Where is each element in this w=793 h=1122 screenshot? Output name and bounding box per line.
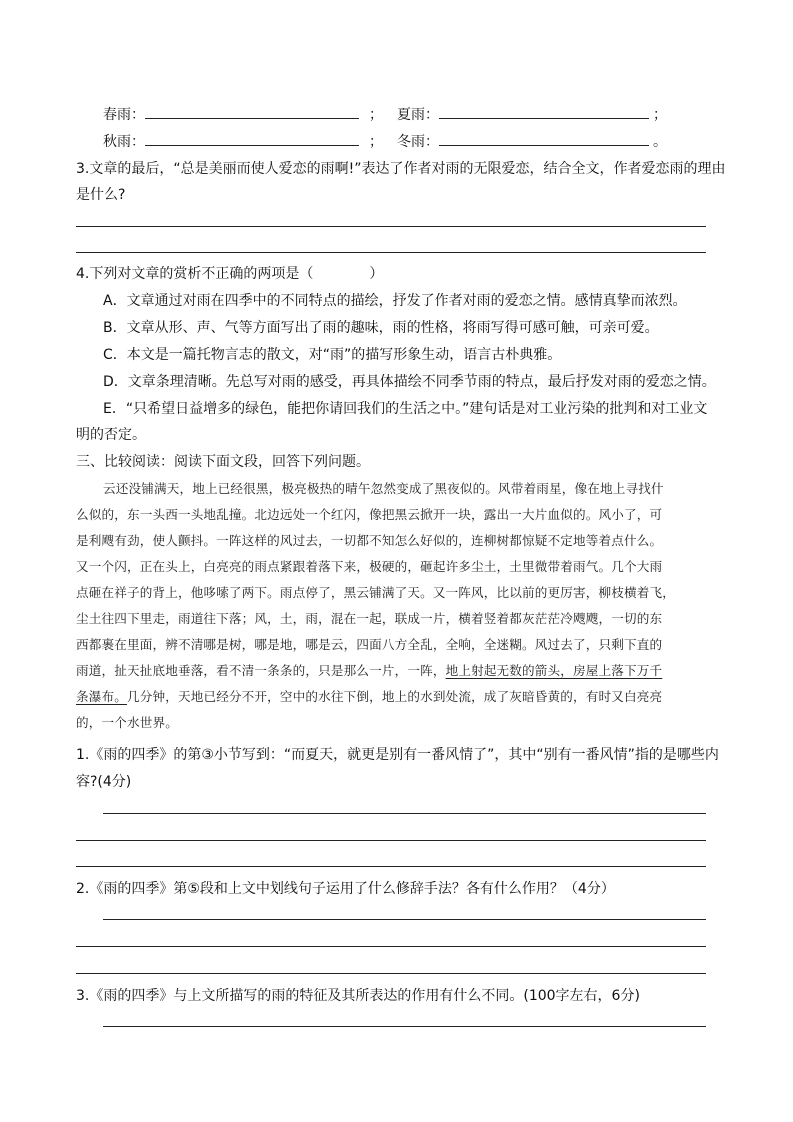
separator: ； — [653, 107, 667, 123]
spring-answer-line[interactable] — [145, 104, 359, 119]
passage-line: 么似的，东一头西一头地乱撞。北边远处一个红闪，像把黑云掀开一块，露出一大片血似的。风小了，可 — [76, 507, 663, 522]
winter-label: 冬雨： — [397, 134, 439, 150]
summer-label: 夏雨： — [397, 107, 439, 123]
passage-line: 尘土往四下里走，雨道往下落；风，土，雨，混在一起，联成一片，横着竖着都灰茫茫冷飕飕，一切的东 — [76, 611, 663, 626]
answer-line[interactable] — [103, 1026, 706, 1027]
sub-question-1-line1: 1.《雨的四季》的第③小节写到：“而夏天，就更是别有一番风情了”，其中“别有一番风情”指的是哪些内 — [76, 747, 719, 763]
passage-text: 雨道，扯天扯底地垂落，看不清一条条的，只是那么一片，一阵， — [76, 663, 446, 678]
sub-question-3: 3.《雨的四季》与上文所描写的雨的特征及其所表达的作用有什么不同。(100字左右，6分) — [76, 988, 640, 1004]
answer-line[interactable] — [76, 866, 706, 867]
sub-question-1-line2: 容?(4分) — [76, 774, 132, 790]
question-3-line2: 是什么? — [76, 187, 126, 203]
option-a: A．文章通过对雨在四季中的不同特点的描绘，抒发了作者对雨的爱恋之情。感情真挚而浓烈。 — [103, 293, 687, 309]
underlined-sentence: 条瀑布。 — [76, 689, 127, 704]
fill-row-winter — [397, 131, 667, 151]
winter-answer-line[interactable] — [439, 131, 649, 146]
passage-line: 的，一个水世界。 — [76, 715, 178, 730]
question-4-stem: 4.下列对文章的赏析不正确的两项是（ ） — [76, 266, 384, 282]
underlined-sentence: 地上射起无数的箭头，房屋上落下万千 — [445, 663, 663, 678]
sub-question-2: 2.《雨的四季》第⑤段和上文中划线句子运用了什么修辞手法？各有什么作用？（4分） — [76, 881, 615, 897]
separator: 。 — [653, 134, 667, 150]
passage-line: 云还没铺满天，地上已经很黑，极亮极热的晴午忽然变成了黑夜似的。风带着雨星，像在地上寻找什 — [103, 481, 664, 496]
passage-text: 几分钟，天地已经分不开，空中的水往下倒，地上的水到处流，成了灰暗昏黄的，有时又白亮亮 — [126, 689, 663, 704]
answer-line[interactable] — [76, 973, 706, 974]
answer-line[interactable] — [76, 226, 706, 227]
passage-line — [76, 660, 662, 679]
spring-label: 春雨： — [103, 107, 145, 123]
passage-line — [76, 686, 662, 705]
question-3-line1: 3.文章的最后，“总是美丽而使人爱恋的雨啊!”表达了作者对雨的无限爱恋，结合全文，作者爱恋雨的理由 — [76, 161, 726, 177]
option-e-line1: E．“只希望日益增多的绿色，能把你请回我们的生活之中。”建句话是对工业污染的批判和对工业文 — [103, 401, 708, 417]
answer-line[interactable] — [76, 840, 706, 841]
autumn-label: 秋雨： — [103, 134, 145, 150]
passage-line: 是利飕有劲，使人颤抖。一阵这样的风过去，一切都不知怎么好似的，连柳树都惊疑不定地等着点什么。 — [76, 533, 663, 548]
summer-answer-line[interactable] — [439, 104, 649, 119]
fill-row-autumn — [103, 131, 383, 151]
passage-line: 点砸在祥子的背上，他哆嗦了两下。雨点停了，黑云铺满了天。又一阵风，比以前的更厉害，柳枝横着飞， — [76, 585, 675, 600]
separator: ； — [369, 134, 383, 150]
section-heading: 三、比较阅读：阅读下面文段，回答下列问题。 — [76, 454, 370, 470]
separator: ； — [369, 107, 383, 123]
option-c: C．本文是一篇托物言志的散文，对“雨”的描写形象生动，语言古朴典雅。 — [103, 347, 562, 363]
fill-row-spring-summer — [103, 104, 383, 124]
passage-line: 西都裹在里面，辨不清哪是树，哪是地，哪是云，四面八方全乱，全响，全迷糊。风过去了，只剩下直的 — [76, 637, 663, 652]
option-d: D．文章条理清晰。先总写对雨的感受，再具体描绘不同季节雨的特点，最后抒发对雨的爱恋之情。 — [103, 374, 716, 390]
option-e-line2: 明的否定。 — [76, 427, 146, 443]
option-b: B．文章从形、声、气等方面写出了雨的趣味，雨的性格，将雨写得可感可触，可亲可爱。 — [103, 320, 659, 336]
autumn-answer-line[interactable] — [145, 131, 359, 146]
fill-row-summer — [397, 104, 667, 124]
answer-line[interactable] — [76, 946, 706, 947]
answer-line[interactable] — [103, 813, 706, 814]
passage-line: 又一个闪，正在头上，白亮亮的雨点紧跟着落下来，极硬的，砸起许多尘土，土里微带着雨气。几个大雨 — [76, 559, 663, 574]
answer-line[interactable] — [76, 252, 706, 253]
answer-line[interactable] — [103, 919, 706, 920]
